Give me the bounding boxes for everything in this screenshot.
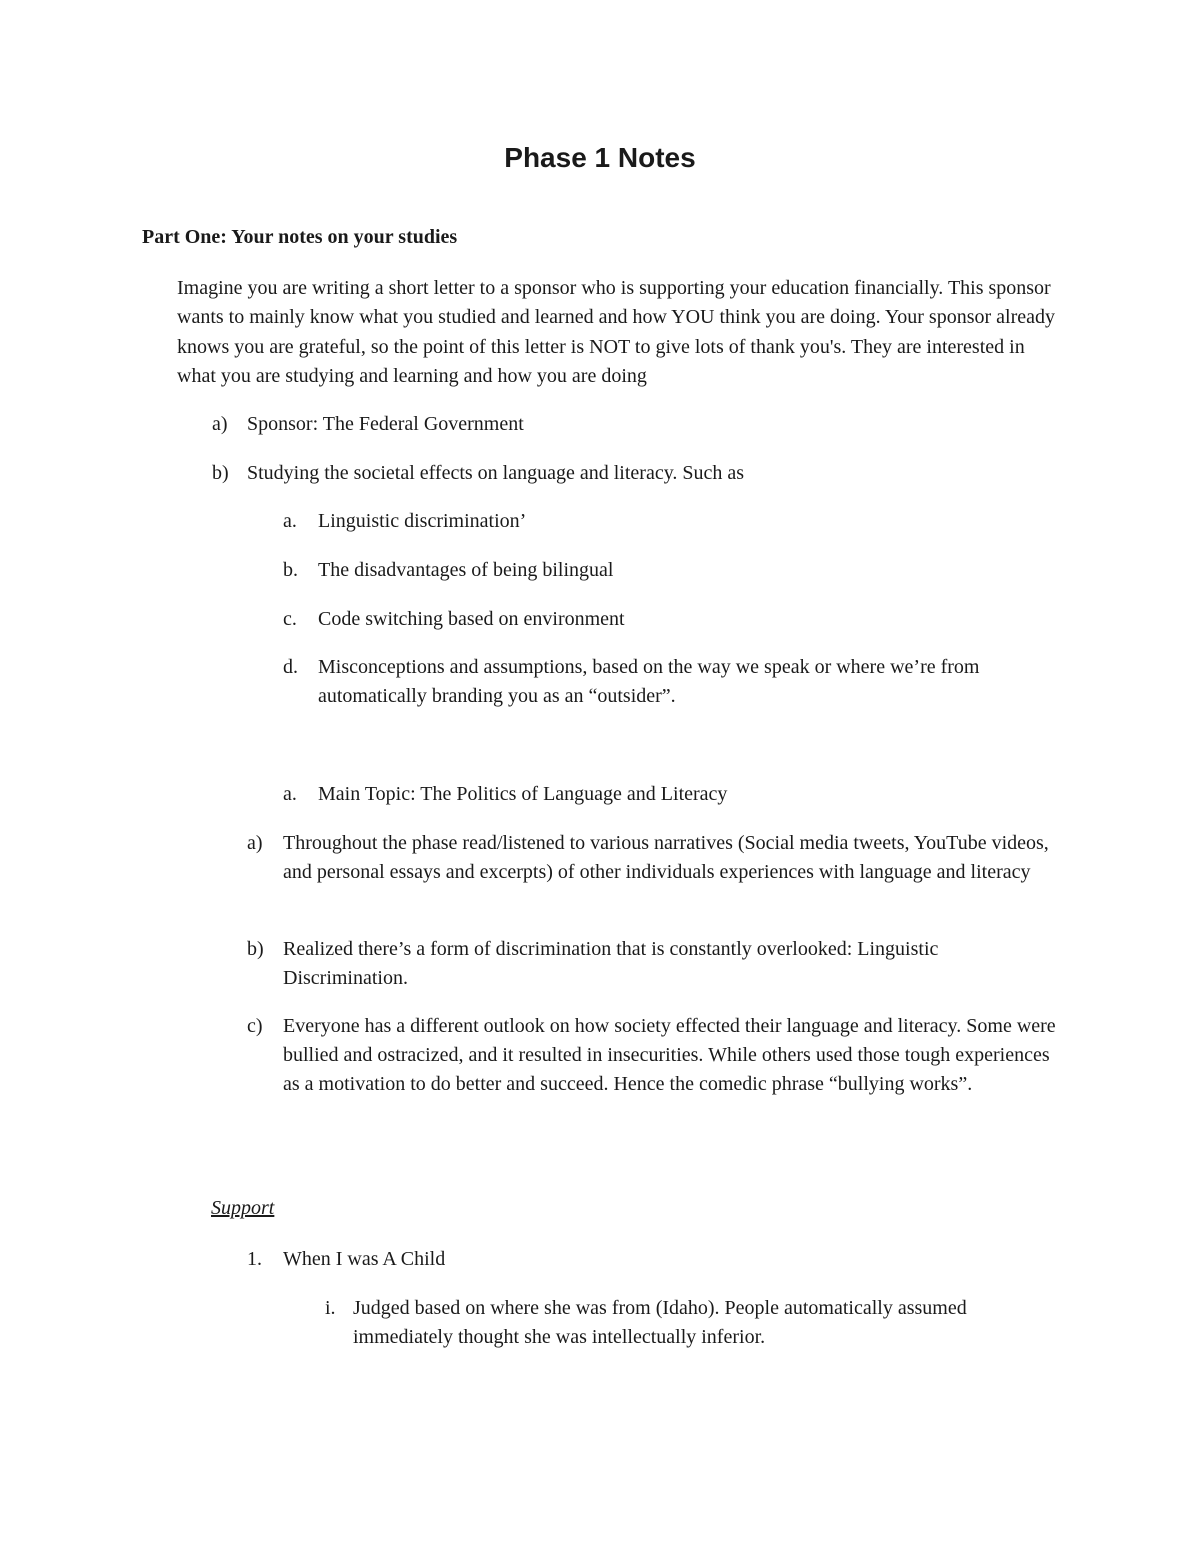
list-marker: 1.	[247, 1248, 262, 1270]
list-item-text: Studying the societal effects on language and literacy. Such as	[247, 462, 745, 484]
list-item-text: Misconceptions and assumptions, based on the way we speak or where we’re from automatically branding you as an “outsider”.	[318, 656, 980, 707]
sub-list-item	[283, 507, 1043, 536]
list-item-text: Sponsor: The Federal Government	[247, 413, 524, 435]
list-item	[247, 935, 1057, 993]
list-marker: c.	[283, 608, 297, 630]
sub-list-item	[283, 605, 1043, 634]
list-marker: a.	[283, 783, 297, 805]
list-item-text: Main Topic: The Politics of Language and Literacy	[318, 783, 728, 805]
part-one-heading: Part One: Your notes on your studies	[142, 226, 458, 248]
numbered-list-item	[247, 1245, 1057, 1274]
sub-list-item	[283, 556, 1043, 585]
list-marker: b)	[247, 938, 264, 960]
list-item	[212, 410, 1062, 439]
list-marker: b.	[283, 559, 298, 581]
list-marker: a)	[247, 832, 263, 854]
list-item-text: Throughout the phase read/listened to various narratives (Social media tweets, YouTube videos, and personal essays and excerpts) of other individuals experiences with language and literacy	[283, 832, 1049, 883]
list-item-text: Realized there’s a form of discrimination that is constantly overlooked: Linguistic Discrimination.	[283, 938, 939, 989]
list-marker: c)	[247, 1015, 263, 1037]
list-item-text: Judged based on where she was from (Idaho). People automatically assumed immediately thought she was intellectually inferior.	[353, 1297, 967, 1348]
sub-list-item	[283, 653, 1043, 711]
list-item-text: When I was A Child	[283, 1248, 446, 1270]
support-heading: Support	[211, 1197, 275, 1219]
intro-paragraph: Imagine you are writing a short letter to a sponsor who is supporting your education financially. This sponsor wants to mainly know what you studied and learned and how YOU think you are doing. Your sponsor already knows you are grateful, so the point of this letter is NOT to give lots of thank you's. They are interested in what you are studying and learning and how you are doing	[177, 277, 1056, 387]
list-item	[247, 1012, 1057, 1099]
page-title: Phase 1 Notes	[504, 142, 696, 173]
list-marker: a)	[212, 413, 228, 435]
roman-list-item	[325, 1294, 1060, 1352]
list-item-text: Everyone has a different outlook on how society effected their language and literacy. Some were bullied and ostracized, and it resulted in insecurities. While others used those tough experiences as a motivation to do better and succeed. Hence the comedic phrase “bullying works”.	[283, 1015, 1056, 1095]
list-item-text: Code switching based on environment	[318, 608, 625, 630]
list-item	[247, 829, 1057, 887]
list-marker: d.	[283, 656, 298, 678]
main-topic-item	[283, 780, 1043, 809]
list-marker: b)	[212, 462, 229, 484]
list-marker: i.	[325, 1297, 336, 1319]
list-marker: a.	[283, 510, 297, 532]
list-item	[212, 459, 1062, 488]
list-item-text: The disadvantages of being bilingual	[318, 559, 614, 581]
list-item-text: Linguistic discrimination’	[318, 510, 527, 532]
